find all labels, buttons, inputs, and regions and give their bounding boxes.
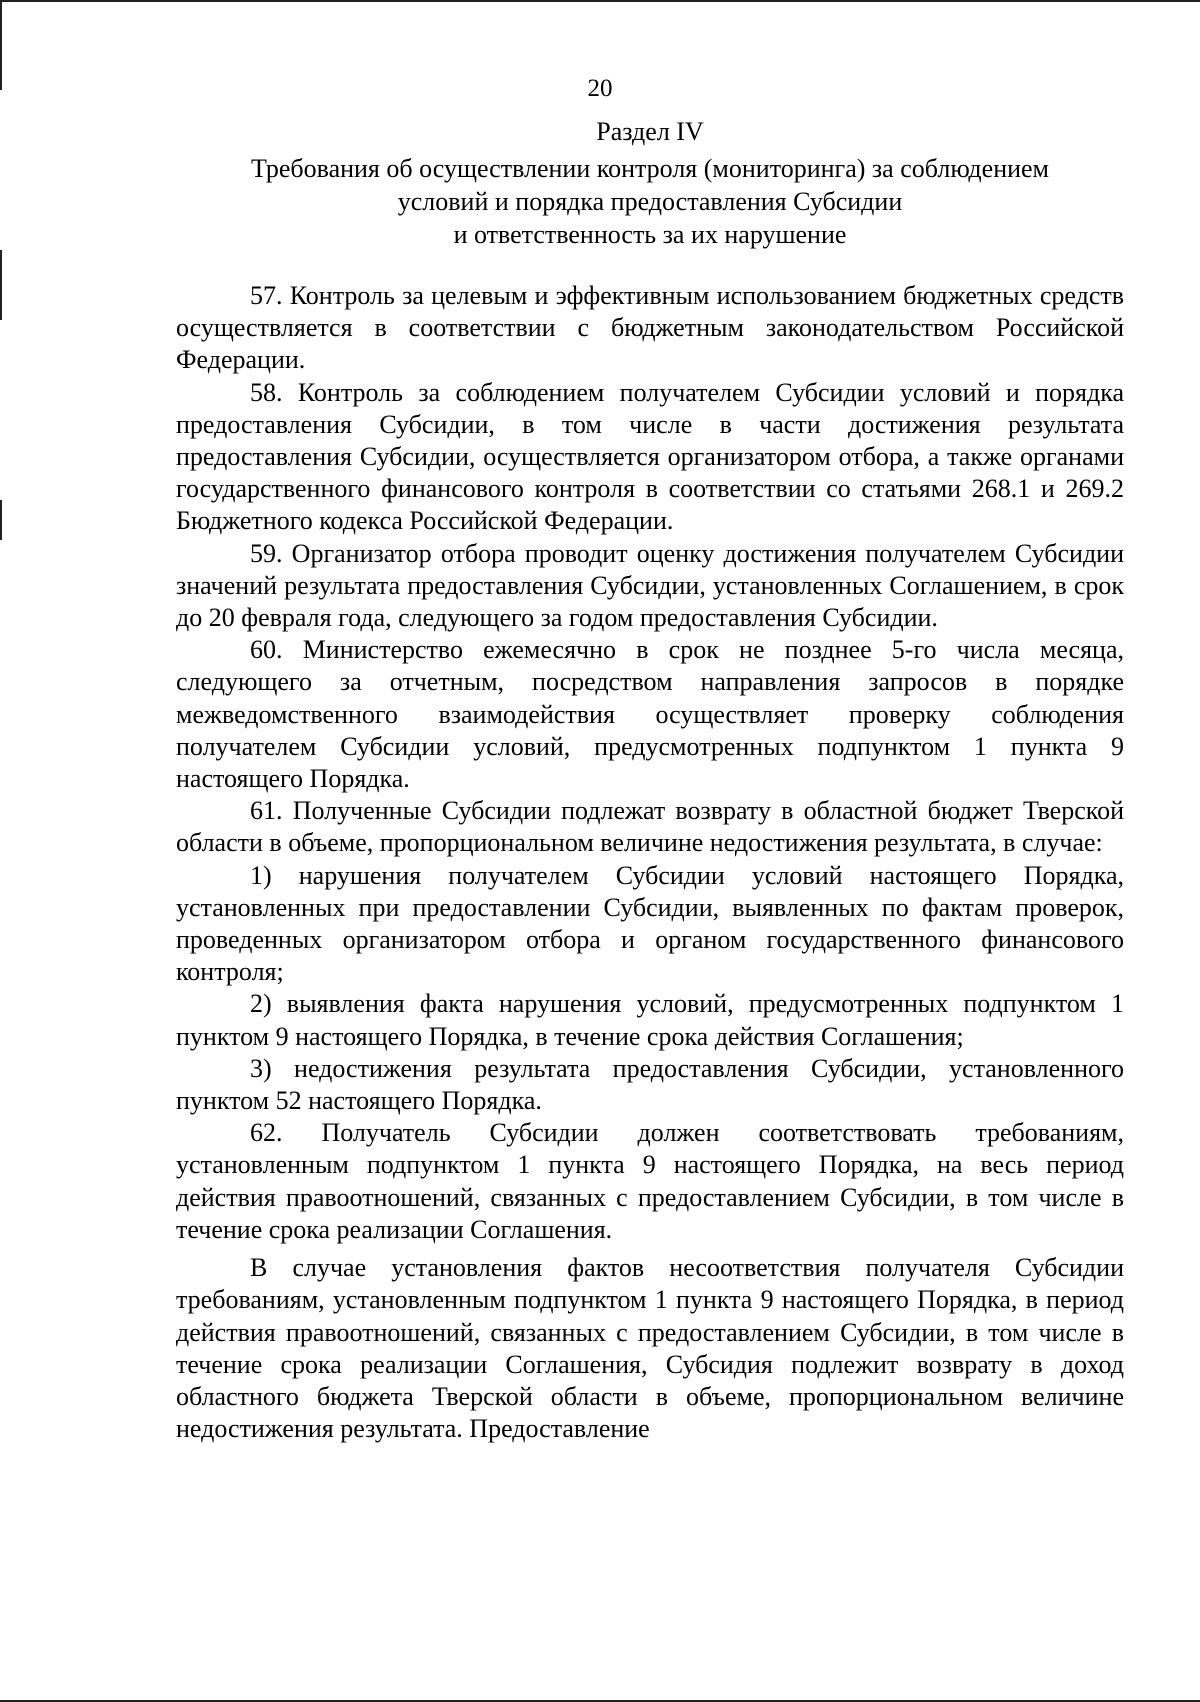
document-body — [176, 280, 1124, 1445]
section-heading — [160, 152, 1140, 251]
paragraph-58: 58. Контроль за соблюдением получателем Субсидии условий и порядка предоставления Субсидии, в том числе в части достижения результата предоставления Субсидии, осуществляется организатором отбора, а также органами государственного финансового контроля в соответствии со статьями 268.1 и 269.2 Бюджетного кодекса Российской Федерации. — [176, 377, 1124, 536]
paragraph-57: 57. Контроль за целевым и эффективным использованием бюджетных средств осуществляется в соответствии с бюджетным законодательством Российской Федерации. — [176, 281, 1124, 375]
paragraph-61-item-1: 1) нарушения получателем Субсидии условий настоящего Порядка, установленных при предоставлении Субсидии, выявленных по фактам проверок, проведенных организатором отбора и органом государственного финансового контроля; — [176, 860, 1124, 987]
section-title: Раздел IV — [596, 117, 704, 146]
paragraph-61-item-3: 3) недостижения результата предоставления Субсидии, установленного пунктом 52 настоящего Порядка. — [176, 1053, 1124, 1116]
heading-line: Требования об осуществлении контроля (мониторинга) за соблюдением — [250, 154, 1050, 183]
heading-line: условий и порядка предоставления Субсидии — [397, 187, 903, 216]
page-number: 20 — [587, 75, 613, 102]
paragraph-62-continuation: В случае установления фактов несоответствия получателя Субсидии требованиям, установленным подпунктом 1 пункта 9 настоящего Порядка, в период действия правоотношений, связанных с предоставлением Субсидии, в том числе в течение срока реализации Соглашения, Субсидия подлежит возврату в доход областного бюджета Тверской области в объеме, пропорциональном величине недостижения результата. Предоставление — [176, 1253, 1124, 1444]
paragraph-60: 60. Министерство ежемесячно в срок не позднее 5-го числа месяца, следующего за отчетным, посредством направления запросов в порядке межведомственного взаимодействия осуществляет проверку соблюдения получателем Субсидии условий, предусмотренных подпунктом 1 пункта 9 настоящего Порядка. — [176, 635, 1124, 794]
paragraph-61-item-2: 2) выявления факта нарушения условий, предусмотренных подпунктом 1 пунктом 9 настоящего Порядка, в течение срока действия Соглашения; — [176, 989, 1124, 1051]
paragraph-62: 62. Получатель Субсидии должен соответствовать требованиям, установленным подпунктом 1 пункта 9 настоящего Порядка, на весь период действия правоотношений, связанных с предоставлением Субсидии, в том числе в течение срока реализации Соглашения. — [176, 1118, 1124, 1244]
paragraph-61: 61. Полученные Субсидии подлежат возврату в областной бюджет Тверской области в объеме, пропорциональном величине недостижения результата, в случае: — [176, 796, 1124, 858]
paragraph-59: 59. Организатор отбора проводит оценку достижения получателем Субсидии значений результата предоставления Субсидии, установленных Соглашением, в срок до 20 февраля года, следующего за годом предоставления Субсидии. — [176, 538, 1124, 633]
scan-edge-top — [0, 0, 1200, 2]
heading-line: и ответственность за их нарушение — [453, 220, 847, 249]
scan-edge-left — [0, 250, 2, 320]
scan-edge-left — [0, 500, 2, 540]
